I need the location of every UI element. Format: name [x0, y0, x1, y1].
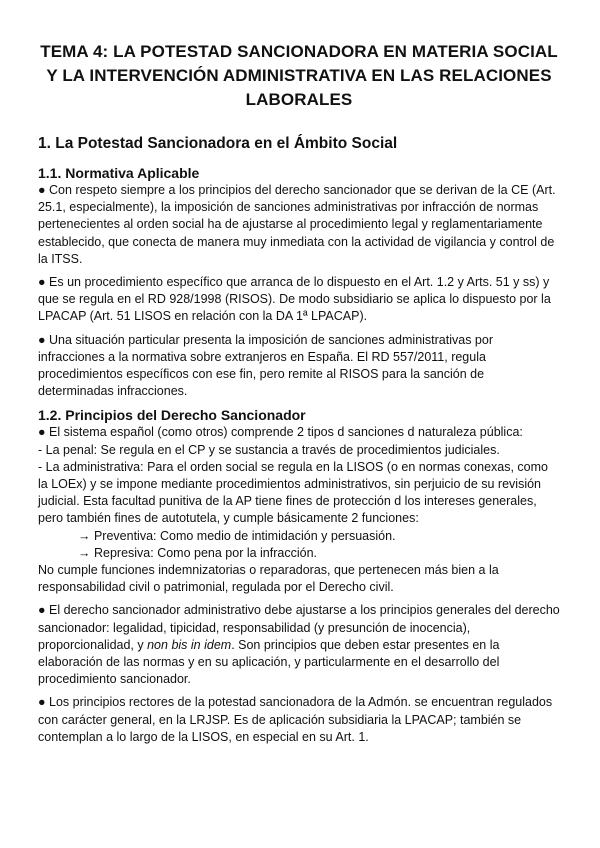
- latin-phrase: non bis in idem: [147, 637, 232, 652]
- list-item: → Represiva: Como pena por la infracción.: [78, 545, 318, 560]
- list-item: - La administrativa: Para el orden social se regula en la LISOS (o en normas conexas, como la LOEx) y se impone mediante procedimientos administrativos, sin perjuicio de su revisión judicial. Esta facultad punitiva de la AP tiene fines de protección d los intereses generales, pero también fines de autotutela, y cumple básicamente 2 funciones:: [38, 459, 548, 526]
- list-item: → Preventiva: Como medio de intimidación y persuasión.: [78, 528, 396, 543]
- subsection-heading-1-2: 1.2. Principios del Derecho Sancionador: [38, 407, 306, 424]
- subsection-heading-1-1: 1.1. Normativa Aplicable: [38, 165, 200, 181]
- paragraph: ● Con respeto siempre a los principios del derecho sancionador que se derivan de la CE (Art. 25.1, especialmente), la imposición de sanciones administrativas por infracción de normas pertenecientes al orden social ha de ajustarse al procedimiento legal y reglamentariamente establecido, que conecta de manera muy inmediata con la actividad de vigilancia y control de la ITSS.: [38, 183, 556, 266]
- paragraph-text: . Son principios que deben estar presentes en la elaboración de las normas y en su aplicación, y particularmente en el desarrollo del procedimiento sancionador.: [38, 637, 500, 687]
- paragraph: ● El sistema español (como otros) comprende 2 tipos d sanciones d naturaleza pública:: [38, 425, 523, 440]
- page-title: TEMA 4: LA POTESTAD SANCIONADORA EN MATERIA SOCIAL Y LA INTERVENCIÓN ADMINISTRATIVA EN LAS RELACIONES LABORALES: [40, 42, 558, 109]
- list-item: - La penal: Se regula en el CP y se sustancia a través de procedimientos judiciales.: [38, 442, 500, 457]
- paragraph: ● Los principios rectores de la potestad sancionadora de la Admón. se encuentran regulados con carácter general, en la LRJSP. Es de aplicación subsidiaria la LPACAP; también se contemplan a lo largo de la LISOS, en especial en su Art. 1.: [38, 695, 553, 744]
- paragraph: ● Una situación particular presenta la imposición de sanciones administrativas por infracciones a la normativa sobre extranjeros en España. El RD 557/2011, regula procedimientos específicos con ese fin, pero remite al RISOS para la sanción de determinadas infracciones.: [38, 332, 493, 399]
- section-heading-1: 1. La Potestad Sancionadora en el Ámbito Social: [38, 135, 398, 152]
- paragraph: [38, 602, 560, 688]
- paragraph: No cumple funciones indemnizatorias o reparadoras, que pertenecen más bien a la responsabilidad civil o patrimonial, regulada por el Derecho civil.: [38, 563, 499, 595]
- paragraph-text: ● El derecho sancionador administrativo debe ajustarse a los principios generales del derecho sancionador: legalidad, tipicidad, responsabilidad (y presunción de inocencia), proporcionalidad, y: [38, 603, 560, 652]
- paragraph: ● Es un procedimiento específico que arranca de lo dispuesto en el Art. 1.2 y Arts. 51 y ss) y que se regula en el RD 928/1998 (RISOS). De modo subsidiario se aplica lo dispuesto por la LPACAP (Art. 51 LISOS en relación con la DA 1ª LPACAP).: [38, 275, 551, 324]
